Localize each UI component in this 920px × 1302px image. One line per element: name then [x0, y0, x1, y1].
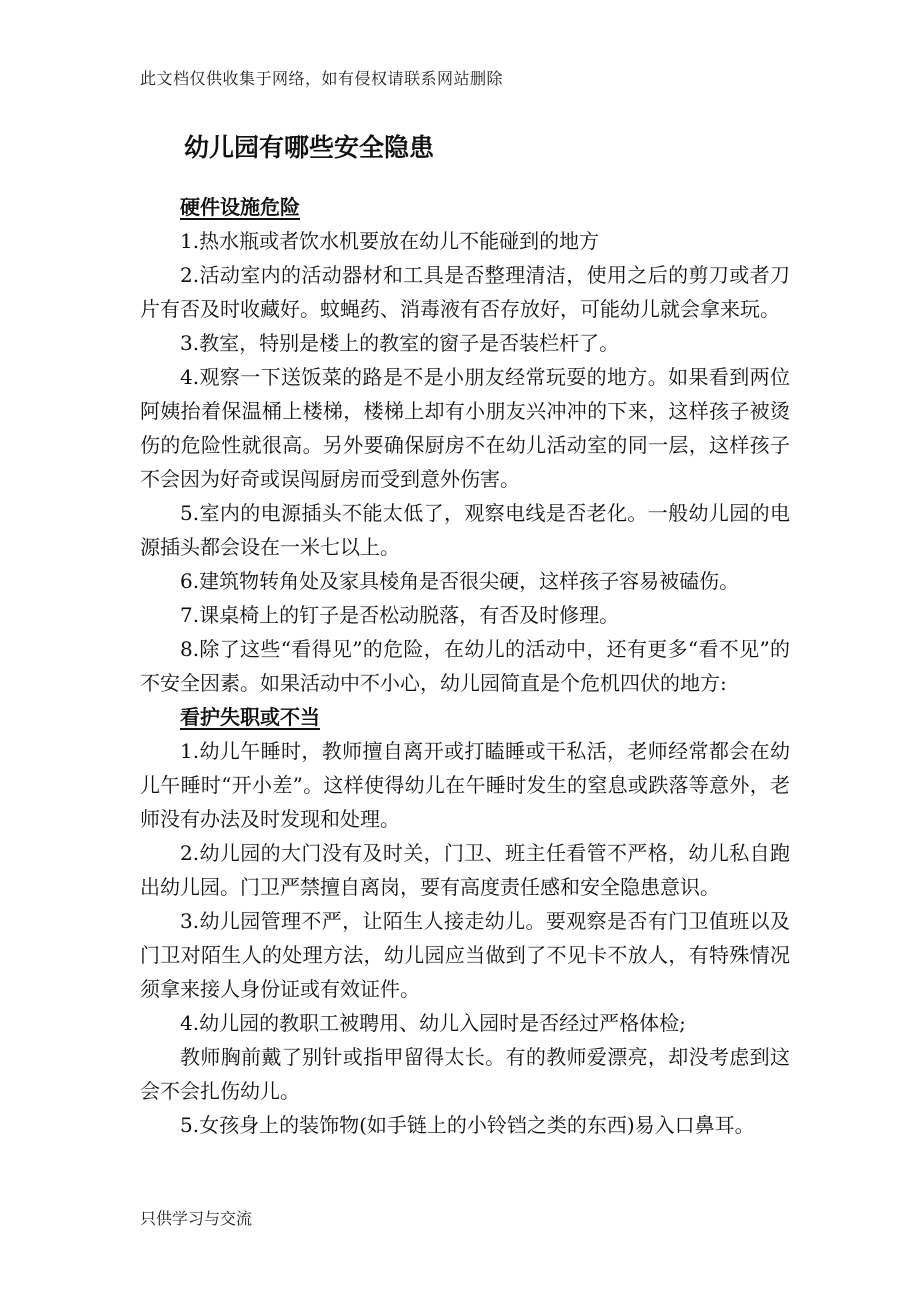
paragraph: 4.观察一下送饭菜的路是不是小朋友经常玩耍的地方。如果看到两位阿姨抬着保温桶上楼梯，楼梯上却有小朋友兴冲冲的下来，这样孩子被烫伤的危险性就很高。另外要确保厨房不在幼儿活动室的同一层，这样孩子不会因为好奇或误闯厨房而受到意外伤害。: [140, 365, 790, 491]
paragraph: 2.幼儿园的大门没有及时关，门卫、班主任看管不严格，幼儿私自跑出幼儿园。门卫严禁擅自离岗，要有高度责任感和安全隐患意识。: [140, 841, 790, 899]
paragraph: 1.幼儿午睡时，教师擅自离开或打瞌睡或干私活，老师经常都会在幼儿午睡时“开小差”。这样使得幼儿在午睡时发生的窒息或跌落等意外，老师没有办法及时发现和处理。: [140, 739, 790, 831]
paragraph: 4.幼儿园的教职工被聘用、幼儿入园时是否经过严格体检;: [180, 1011, 686, 1035]
paragraph: 1.热水瓶或者饮水机要放在幼儿不能碰到的地方: [180, 229, 600, 253]
paragraph: 2.活动室内的活动器材和工具是否整理清洁，使用之后的剪刀或者刀片有否及时收藏好。蚊蝇药、消毒液有否存放好，可能幼儿就会拿来玩。: [140, 263, 790, 321]
footer-note: 只供学习与交流: [140, 1209, 253, 1228]
header-note: 此文档仅供收集于网络，如有侵权请联系网站删除: [140, 69, 504, 88]
paragraph: 教师胸前戴了别针或指甲留得太长。有的教师爱漂亮，却没考虑到这会不会扎伤幼儿。: [140, 1045, 790, 1103]
section-heading-supervision: 看护失职或不当: [180, 705, 320, 729]
paragraph: 6.建筑物转角处及家具棱角是否很尖硬，这样孩子容易被磕伤。: [180, 569, 740, 593]
paragraph: 5.室内的电源插头不能太低了，观察电线是否老化。一般幼儿园的电源插头都会设在一米七以上。: [140, 501, 790, 559]
paragraph: 5.女孩身上的装饰物(如手链上的小铃铛之类的东西)易入口鼻耳。: [180, 1113, 755, 1137]
paragraph: 3.幼儿园管理不严，让陌生人接走幼儿。要观察是否有门卫值班以及门卫对陌生人的处理方法，幼儿园应当做到了不见卡不放人，有特殊情况须拿来接人身份证或有效证件。: [140, 909, 790, 1001]
paragraph: 7.课桌椅上的钉子是否松动脱落，有否及时修理。: [180, 603, 620, 627]
page-title: 幼儿园有哪些安全隐患: [184, 133, 435, 162]
section-heading-hardware: 硬件设施危险: [180, 195, 300, 219]
paragraph: 8.除了这些“看得见”的危险，在幼儿的活动中，还有更多“看不见”的不安全因素。如果活动中不小心，幼儿园简直是个危机四伏的地方:: [140, 637, 790, 695]
paragraph: 3.教室，特别是楼上的教室的窗子是否装栏杆了。: [180, 331, 620, 355]
document-body: [140, 190, 790, 1142]
